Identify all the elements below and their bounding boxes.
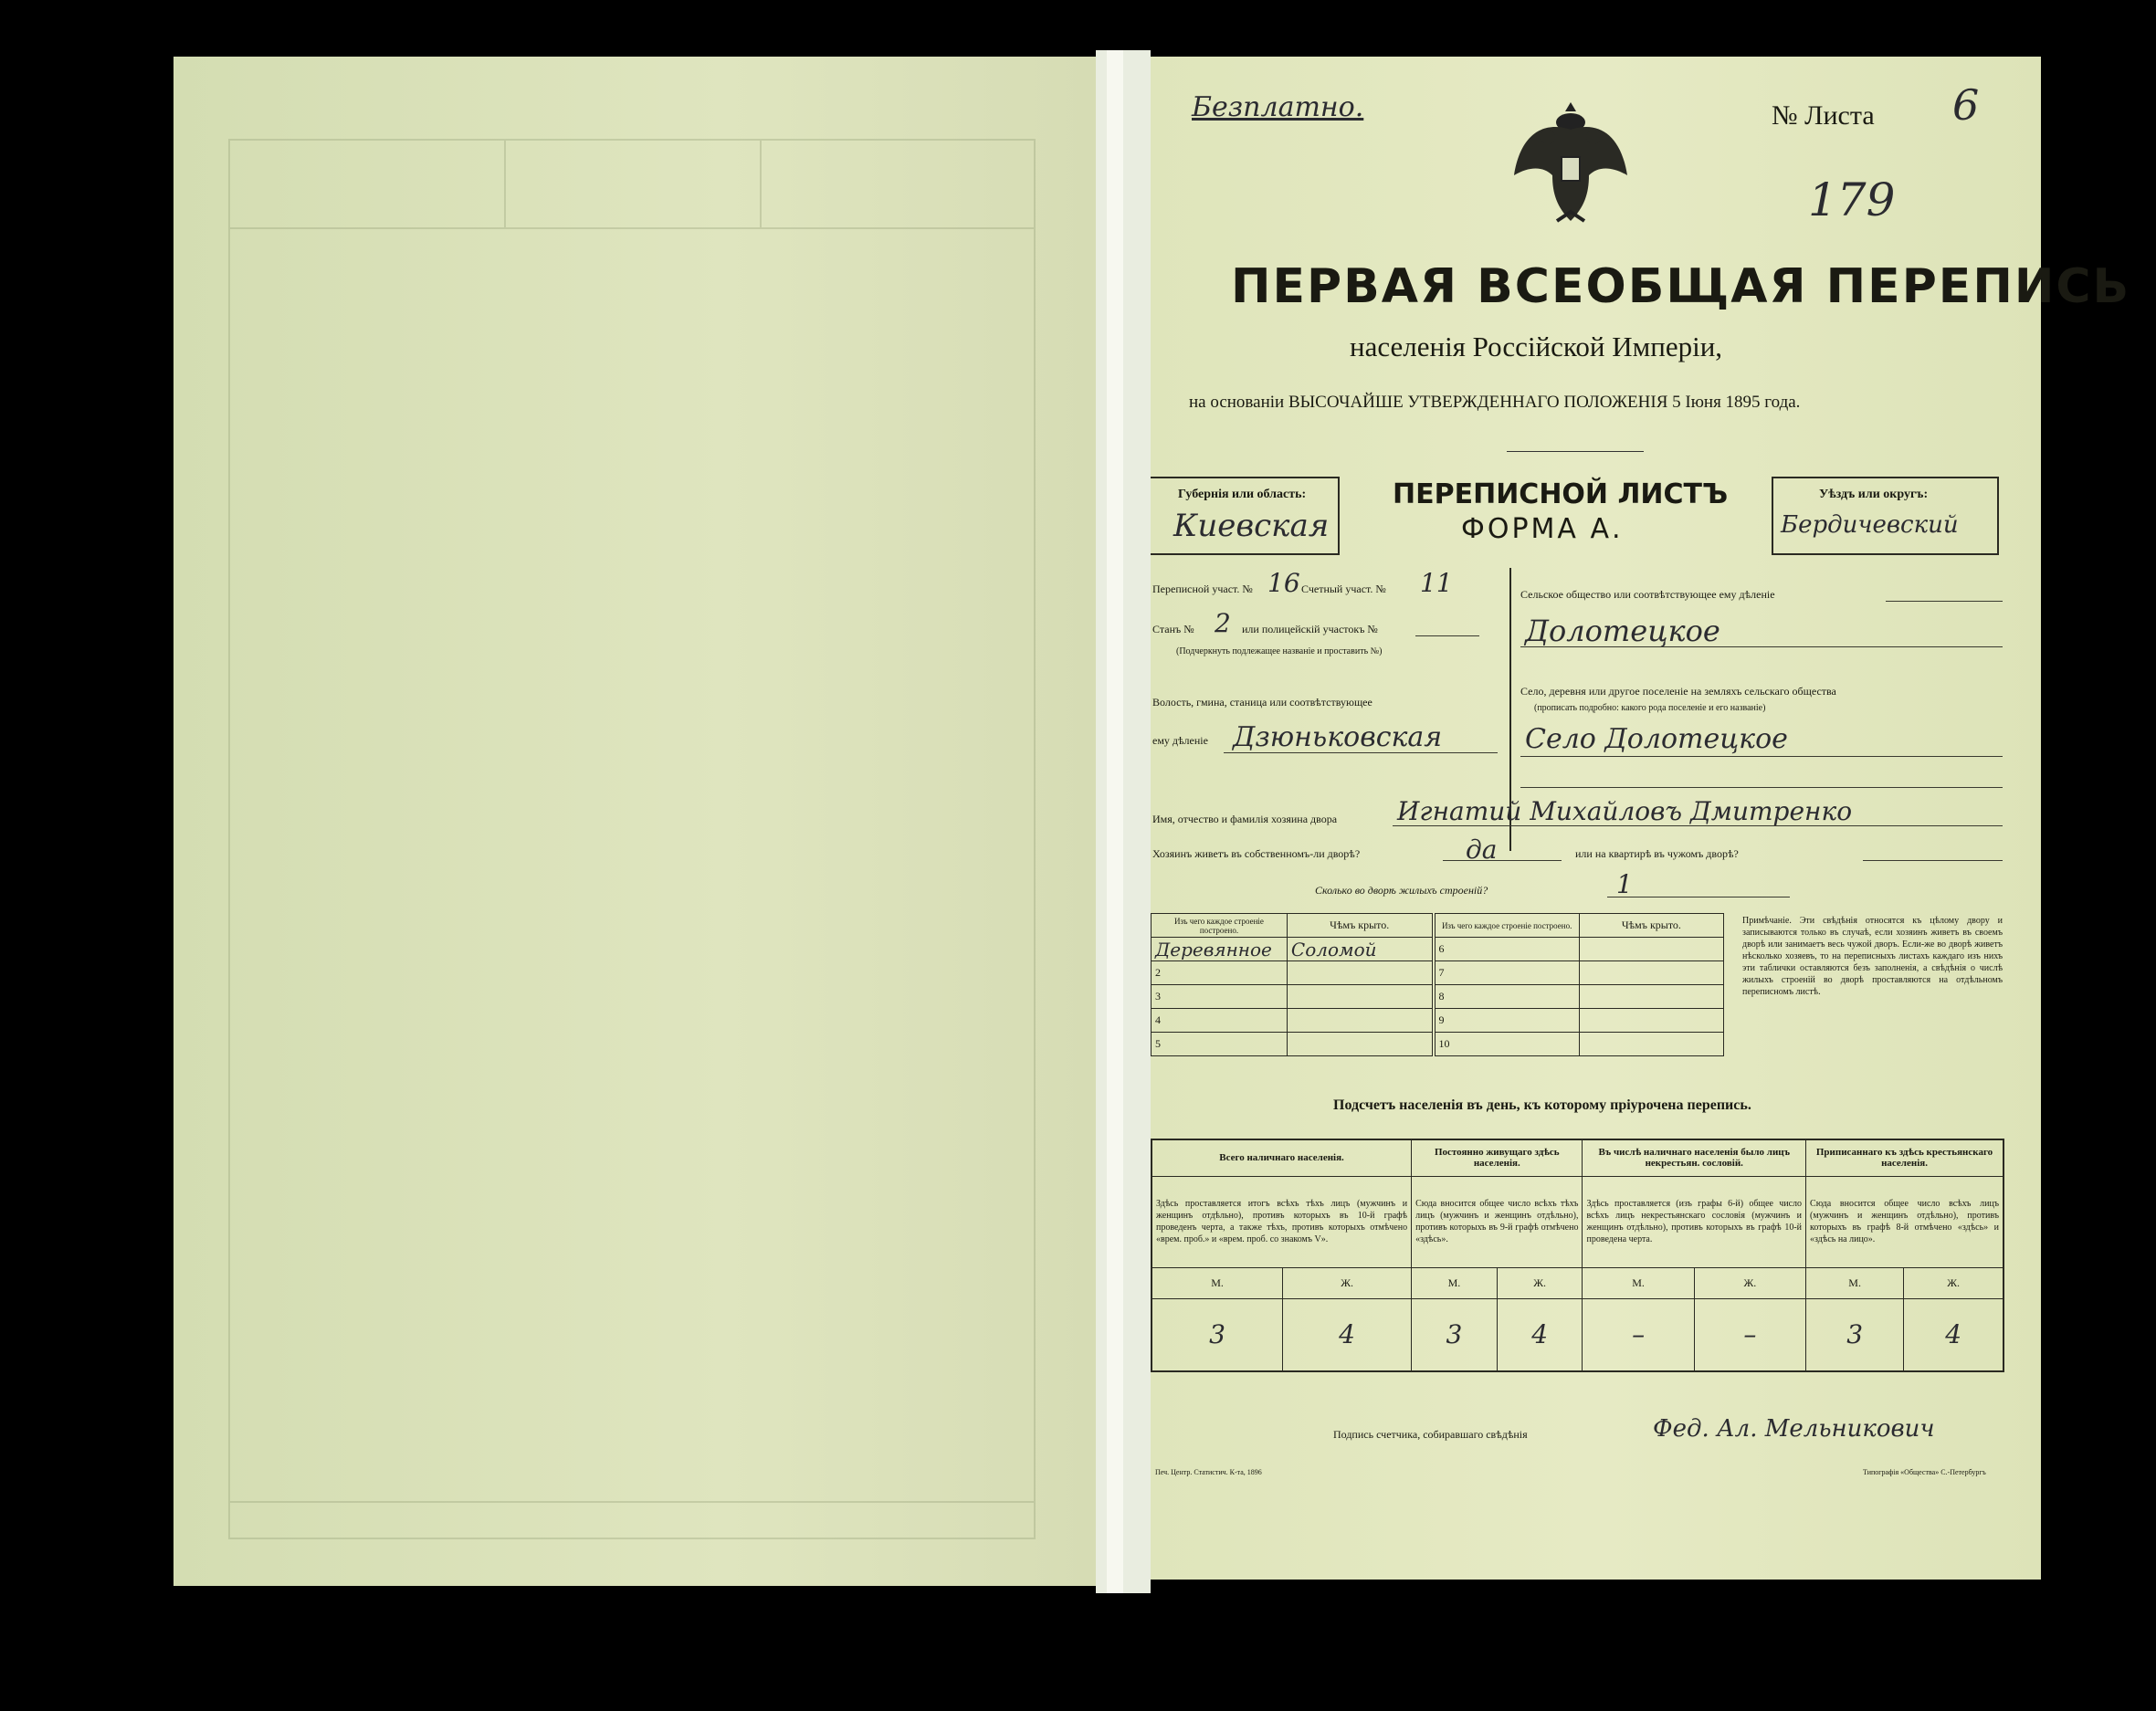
summary-value: 4 <box>1904 1298 2004 1371</box>
stan-label: Станъ № <box>1152 623 1194 635</box>
buildings-col-material: Изъ чего каждое строеніе построено. <box>1152 914 1288 938</box>
summary-head-registered: Приписаннаго къ здѣсь крестьянскаго населенія. <box>1806 1139 2004 1176</box>
building-row-num: 5 <box>1152 1033 1288 1056</box>
building-row-num: 9 <box>1434 1009 1580 1033</box>
stan-note: (Подчеркнуть подлежащее названіе и проставить №) <box>1176 646 1383 656</box>
building-row-num: 6 <box>1434 938 1580 961</box>
rent-line <box>1863 860 2003 861</box>
summary-desc-registered: Сюда вносится общее число всѣхъ лицъ (мужчинъ и женщинъ отдѣльно), противъ которыхъ въ графѣ 8-й отмѣчено «здѣсь» и «здѣсь на лицо». <box>1806 1176 2004 1267</box>
volost-line <box>1224 752 1498 753</box>
perepisnoy-label: Переписной участ. № <box>1152 583 1253 595</box>
print-right: Типографія «Общества» С.-Петербургъ <box>1863 1468 1986 1476</box>
summary-desc-total: Здѣсь проставляется итогъ всѣхъ тѣхъ лицъ (мужчинъ и женщинъ отдѣльно), противъ которыхъ въ 10-й графѣ проведенъ черта, а также тѣхъ, противъ которыхъ отмѣчено «врем. проб.» и «врем. проб. со знакомъ V». <box>1152 1176 1412 1267</box>
summary-desc-permanent: Сюда вносится общее число всѣхъ тѣхъ лицъ (мужчинъ и женщинъ отдѣльно), противъ которыхъ въ 9-й графѣ отмѣчено «здѣсь». <box>1412 1176 1583 1267</box>
building-row-num: 7 <box>1434 961 1580 985</box>
selskoe-value: Долотецкое <box>1525 614 1720 648</box>
selo-note: (прописать подробно: какого рода поселеніе и его названіе) <box>1534 703 1766 713</box>
buildings-label: Сколько во дворѣ жилыхъ строеній? <box>1315 884 1488 897</box>
sex-zh: Ж. <box>1694 1267 1805 1298</box>
summary-value: 3 <box>1806 1298 1904 1371</box>
summary-value: 4 <box>1283 1298 1412 1371</box>
buildings-value: 1 <box>1616 869 1633 899</box>
form-sheet-title: ПЕРЕПИСНОЙ ЛИСТЪ <box>1393 478 1729 510</box>
form-type: ФОРМА А. <box>1461 513 1624 545</box>
signature-label: Подпись счетчика, собиравшаго свѣдѣнія <box>1333 1428 1528 1441</box>
stan-suffix: или полицейскій участокъ № <box>1242 623 1378 635</box>
sex-m: М. <box>1806 1267 1904 1298</box>
census-form-page <box>1151 57 2131 1580</box>
volost-value: Дзюньковская <box>1233 721 1443 753</box>
owner-line <box>1393 825 2003 826</box>
buildings-col-material-2: Изъ чего каждое строеніе построено. <box>1434 914 1580 938</box>
sex-zh: Ж. <box>1904 1267 2004 1298</box>
gubernia-box <box>1151 477 1340 555</box>
selskoe-label: Сельское общество или соотвѣтствующее ему дѣленіе <box>1520 588 1775 601</box>
owner-value: Игнатий Михайловъ Дмитренко <box>1397 796 1853 826</box>
selskoe-line-1 <box>1886 601 2003 602</box>
selo-line-1 <box>1520 756 2003 757</box>
summary-head-permanent: Постоянно живущаго здѣсь населенія. <box>1412 1139 1583 1176</box>
sex-zh: Ж. <box>1283 1267 1412 1298</box>
uezd-value: Бердичевский <box>1781 511 1959 539</box>
binding-edge <box>1107 50 1123 1593</box>
summary-table <box>1151 1139 2004 1372</box>
summary-head-total: Всего наличнаго населенія. <box>1152 1139 1412 1176</box>
summary-value: – <box>1583 1298 1694 1371</box>
police-district-line <box>1415 635 1479 636</box>
gubernia-value: Киевская <box>1173 508 1330 544</box>
selo-line-2 <box>1520 787 2003 788</box>
sex-m: М. <box>1583 1267 1694 1298</box>
double-headed-eagle-emblem <box>1507 93 1635 230</box>
rent-label: или на квартирѣ въ чужомъ дворѣ? <box>1575 847 1739 860</box>
bleed-through-grid <box>228 139 1036 1539</box>
book-binding <box>1096 50 1151 1593</box>
volost-label: Волость, гмина, станица или соотвѣтствующее <box>1152 696 1372 709</box>
stamp-number: 179 <box>1808 173 1896 226</box>
own-yard-line <box>1443 860 1562 861</box>
owner-label: Имя, отчество и фамилія хозяина двора <box>1152 813 1338 825</box>
sex-m: М. <box>1152 1267 1283 1298</box>
building-row-num: 8 <box>1434 985 1580 1009</box>
building-row-num: 3 <box>1152 985 1288 1009</box>
summary-desc-nonpeasant: Здѣсь проставляется (изъ графы 6-й) общее число всѣхъ лицъ некрестьянскаго сословія (мужчинъ и женщинъ отдѣльно), противъ которыхъ въ графѣ 10-й проведена черта. <box>1583 1176 1806 1267</box>
buildings-col-roof: Чѣмъ крыто. <box>1287 914 1433 938</box>
selskoe-line-2 <box>1520 646 2003 647</box>
selo-label: Село, деревня или другое поселеніе на земляхъ сельскаго общества <box>1520 685 1836 698</box>
building-1-material: Деревянное <box>1152 938 1288 961</box>
signature-value: Фед. Ал. Мельникович <box>1653 1415 1935 1443</box>
gubernia-label: Губернія или область: <box>1178 488 1307 501</box>
print-left: Печ. Центр. Статистич. К-та, 1896 <box>1155 1468 1262 1476</box>
own-yard-value: да <box>1466 835 1498 865</box>
selo-value: Село Долотецкое <box>1525 723 1788 755</box>
sheet-number-value: 6 <box>1952 80 1980 130</box>
sheet-number-label: № Листа <box>1772 100 1875 131</box>
stan-value: 2 <box>1215 608 1231 638</box>
summary-title: Подсчетъ населенія въ день, къ которому пріурочена перепись. <box>1333 1097 1751 1113</box>
own-yard-label: Хозяинъ живетъ въ собственномъ-ли дворѣ? <box>1152 847 1361 860</box>
sex-m: М. <box>1412 1267 1498 1298</box>
schetny-label: Счетный участ. № <box>1301 583 1386 595</box>
building-row-num: 2 <box>1152 961 1288 985</box>
summary-head-nonpeasant: Въ числѣ наличнаго населенія было лицъ некрестьян. сословій. <box>1583 1139 1806 1176</box>
buildings-note: Примѣчаніе. Эти свѣдѣнія относятся къ цѣлому двору и записываются только въ случаѣ, если хозяинъ живетъ въ своемъ дворѣ или занимаетъ весь чужой дворъ. Если-же во дворѣ живетъ нѣсколько хозяевъ, то на переписныхъ листахъ каждаго изъ нихъ эти таблички оставляются безъ заполненія, а свѣдѣнія о числѣ жилыхъ строеній во дворѣ проставляются на отдѣльномъ переписномъ листѣ. <box>1742 916 2003 997</box>
summary-value: 3 <box>1152 1298 1283 1371</box>
form-subtitle: населенія Россійской Имперіи, <box>1350 331 1723 362</box>
buildings-table <box>1151 913 1724 1056</box>
buildings-col-roof-2: Чѣмъ крыто. <box>1579 914 1723 938</box>
form-main-title: ПЕРВАЯ ВСЕОБЩАЯ ПЕРЕПИСЬ <box>1231 259 2131 314</box>
building-1-roof: Соломой <box>1287 938 1433 961</box>
volost-label-2: ему дѣленіе <box>1152 734 1208 747</box>
building-row-num: 4 <box>1152 1009 1288 1033</box>
building-row-num: 10 <box>1434 1033 1580 1056</box>
summary-value: – <box>1694 1298 1805 1371</box>
left-page <box>174 57 1096 1586</box>
uezd-box <box>1772 477 1999 555</box>
ornamental-divider <box>1507 451 1644 452</box>
legal-basis-line: на основаніи ВЫСОЧАЙШЕ УТВЕРЖДЕННАГО ПОЛОЖЕНІЯ 5 Іюня 1895 года. <box>1189 393 1801 412</box>
summary-value: 3 <box>1412 1298 1498 1371</box>
sex-zh: Ж. <box>1497 1267 1583 1298</box>
schetny-value: 11 <box>1420 568 1453 598</box>
free-label: Безплатно. <box>1192 91 1364 123</box>
summary-value: 4 <box>1497 1298 1583 1371</box>
perepisnoy-value: 16 <box>1267 568 1300 598</box>
uezd-label: Уѣздъ или округъ: <box>1819 488 1929 501</box>
